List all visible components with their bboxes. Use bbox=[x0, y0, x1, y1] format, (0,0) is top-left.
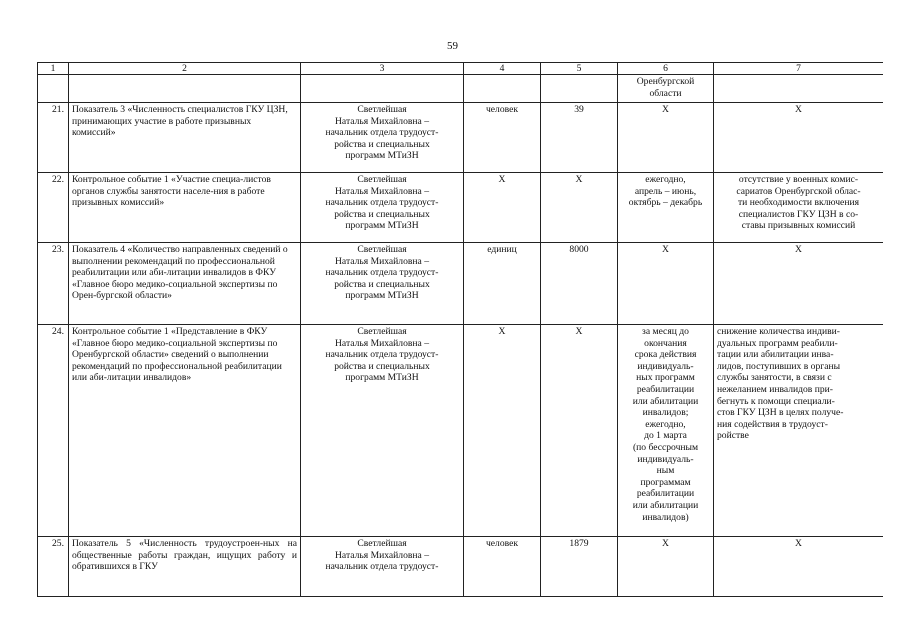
cell-unit: Х bbox=[464, 325, 541, 537]
cell-deadline: ежегодно, апрель – июнь, октябрь – декабрь bbox=[618, 173, 714, 243]
column-number-row bbox=[38, 63, 884, 75]
cell-indicator-name: Контрольное событие 1 «Участие специа-листов органов службы занятости населе-ния в работе призывных комиссий» bbox=[69, 173, 301, 243]
table-row bbox=[38, 325, 884, 537]
cell-indicator-name: Показатель 5 «Численность трудоустроен-ных на общественные работы граждан, ищущих работу и обратившихся в ГКУ bbox=[69, 537, 301, 597]
cell-value: 1879 bbox=[541, 537, 618, 597]
table-row bbox=[38, 243, 884, 325]
cell-responsible: Светлейшая Наталья Михайловна – начальник отдела трудоуст- ройства и специальных программ МТиЗН bbox=[301, 103, 464, 173]
cell-unit: единиц bbox=[464, 243, 541, 325]
table-row bbox=[38, 537, 884, 597]
cell-result: Х bbox=[714, 243, 884, 325]
cell-responsible: Светлейшая Наталья Михайловна – начальник отдела трудоуст- ройства и специальных программ МТиЗН bbox=[301, 243, 464, 325]
cell-responsible: Светлейшая Наталья Михайловна – начальник отдела трудоуст- bbox=[301, 537, 464, 597]
column-header-6: 6 bbox=[618, 63, 714, 75]
cell-unit: человек bbox=[464, 537, 541, 597]
document-table-container bbox=[37, 62, 883, 602]
cell-unit: Х bbox=[464, 173, 541, 243]
cell-empty bbox=[714, 75, 884, 103]
cell-deadline: Х bbox=[618, 243, 714, 325]
cell-row-number: 25. bbox=[38, 537, 69, 597]
cell-unit: человек bbox=[464, 103, 541, 173]
cell-deadline: Оренбургской области bbox=[618, 75, 714, 103]
cell-empty bbox=[38, 75, 69, 103]
cell-empty bbox=[464, 75, 541, 103]
column-header-1: 1 bbox=[38, 63, 69, 75]
cell-row-number: 23. bbox=[38, 243, 69, 325]
cell-indicator-name: Контрольное событие 1 «Представление в ФКУ «Главное бюро медико-социальной экспертизы по Оренбургской области» сведений о выполнении рекомендаций по профессиональной реабилитации или аби-литации инвалидов» bbox=[69, 325, 301, 537]
page-number: 59 bbox=[447, 40, 458, 52]
cell-empty bbox=[69, 75, 301, 103]
cell-deadline: Х bbox=[618, 103, 714, 173]
column-header-3: 3 bbox=[301, 63, 464, 75]
cell-value: 39 bbox=[541, 103, 618, 173]
cell-value: 8000 bbox=[541, 243, 618, 325]
cell-value: Х bbox=[541, 325, 618, 537]
column-header-4: 4 bbox=[464, 63, 541, 75]
cell-result: Х bbox=[714, 103, 884, 173]
column-header-2: 2 bbox=[69, 63, 301, 75]
cell-value: Х bbox=[541, 173, 618, 243]
cell-deadline: Х bbox=[618, 537, 714, 597]
cell-responsible: Светлейшая Наталья Михайловна – начальник отдела трудоуст- ройства и специальных программ МТиЗН bbox=[301, 325, 464, 537]
cell-empty bbox=[301, 75, 464, 103]
column-header-5: 5 bbox=[541, 63, 618, 75]
cell-deadline: за месяц до окончания срока действия индивидуаль- ных программ реабилитации или абилитации инвалидов; ежегодно, до 1 марта (по бессрочным индивидуаль- ным программам реабилитации или абилитации инвалидов) bbox=[618, 325, 714, 537]
cell-result: Х bbox=[714, 537, 884, 597]
measures-table bbox=[37, 62, 883, 597]
cell-empty bbox=[541, 75, 618, 103]
table-row bbox=[38, 173, 884, 243]
continuation-row bbox=[38, 75, 884, 103]
cell-indicator-name: Показатель 3 «Численность специалистов ГКУ ЦЗН, принимающих участие в работе призывных комиссий» bbox=[69, 103, 301, 173]
cell-result: снижение количества индиви- дуальных программ реабили- тации или абилитации инва- лидов, поступивших в органы службы занятости, в связи с нежеланием инвалидов при- бегнуть к помощи специали- стов ГКУ ЦЗН в целях получе- ния содействия в трудоуст- ройстве bbox=[714, 325, 884, 537]
cell-row-number: 24. bbox=[38, 325, 69, 537]
cell-row-number: 22. bbox=[38, 173, 69, 243]
cell-responsible: Светлейшая Наталья Михайловна – начальник отдела трудоуст- ройства и специальных программ МТиЗН bbox=[301, 173, 464, 243]
cell-result: отсутствие у военных комис- сариатов Оренбургской облас- ти необходимости включения специалистов ГКУ ЦЗН в со- ставы призывных комиссий bbox=[714, 173, 884, 243]
table-row bbox=[38, 103, 884, 173]
cell-row-number: 21. bbox=[38, 103, 69, 173]
column-header-7: 7 bbox=[714, 63, 884, 75]
cell-indicator-name: Показатель 4 «Количество направленных сведений о выполнении рекомендаций по профессиональной реабилитации или аби-литации инвалидов в ФКУ «Главное бюро медико-социальной экспертизы по Орен-бургской области» bbox=[69, 243, 301, 325]
